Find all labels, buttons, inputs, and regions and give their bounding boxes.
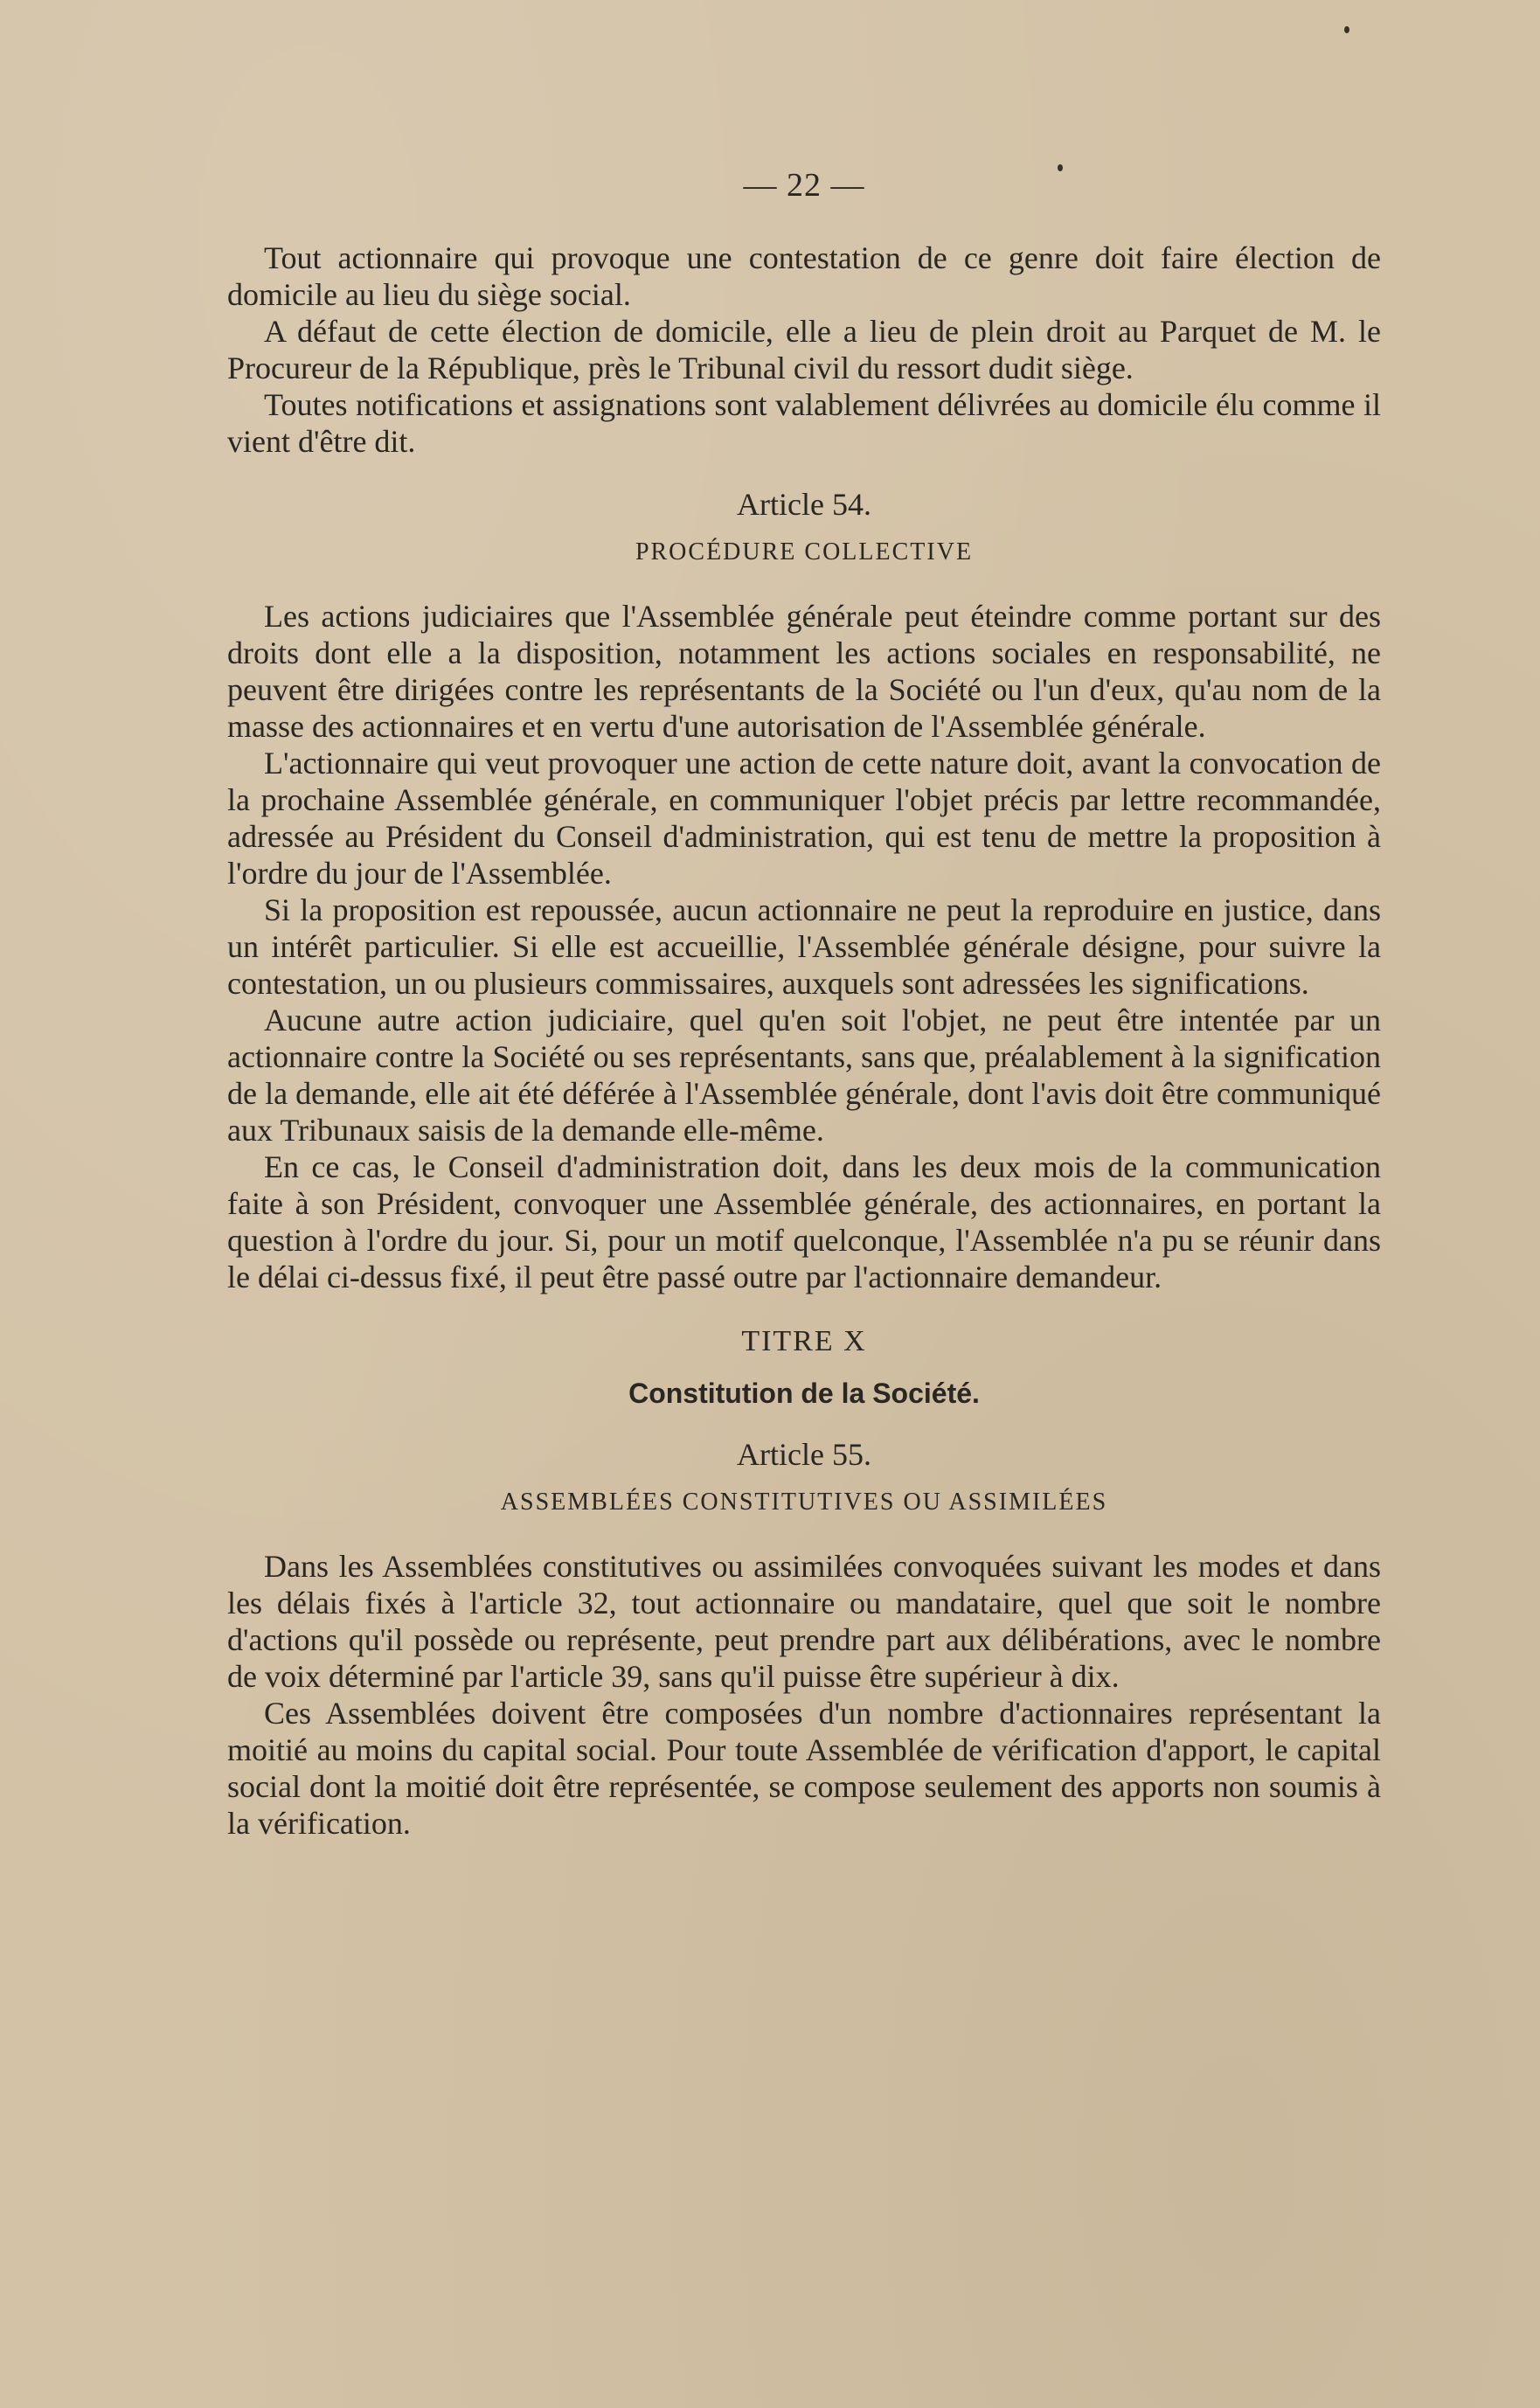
paragraph: Aucune autre action judiciaire, quel qu'en soit l'objet, ne peut être intentée par un actionnaire contre la Société ou ses représentants, sans que, préalablement à la signification de la demande, elle ait été déférée à l'Assemblée générale, dont l'avis doit être communiqué aux Tribunaux saisis de la demande elle-même. (227, 1003, 1381, 1148)
paragraph: L'actionnaire qui veut provoquer une action de cette nature doit, avant la convocation de la prochaine Assemblée générale, en communiquer l'objet précis par lettre recommandée, adressée au Président du Conseil d'administration, qui est tenu de mettre la proposition à l'ordre du jour de l'Assemblée. (227, 746, 1381, 891)
article-55-section (227, 1436, 1381, 1842)
article-54-section (227, 486, 1381, 1295)
paragraph: En ce cas, le Conseil d'administration doit, dans les deux mois de la communication faite à son Président, convoquer une Assemblée générale, des actionnaires, en portant la question à l'ordre du jour. Si, pour un motif quelconque, l'Assemblée n'a pu se réunir dans le délai ci-dessus fixé, il peut être passé outre par l'actionnaire demandeur. (227, 1149, 1381, 1294)
paragraph: Les actions judiciaires que l'Assemblée générale peut éteindre comme portant sur des droits dont elle a la disposition, notamment les actions sociales en responsabilité, ne peuvent être dirigées contre les représentants de la Société ou l'un d'eux, qu'au nom de la masse des actionnaires et en vertu d'une autorisation de l'Assemblée générale. (227, 599, 1381, 744)
article-55-subtitle: ASSEMBLÉES CONSTITUTIVES OU ASSIMILÉES (500, 1489, 1108, 1516)
document-page (227, 166, 1381, 1842)
paragraph: Ces Assemblées doivent être composées d'un nombre d'actionnaires représentant la moitié au moins du capital social. Pour toute Assemblée de vérification d'apport, le capital social dont la moitié doit être représentée, se compose seulement des apports non soumis à la vérification. (227, 1696, 1381, 1841)
intro-section (227, 239, 1381, 460)
titre-heading: TITRE X (741, 1325, 867, 1357)
titre-x-section (227, 1325, 1381, 1410)
article-55-title: Article 55. (737, 1437, 871, 1472)
article-54-title: Article 54. (737, 487, 871, 522)
paragraph: Si la proposition est repoussée, aucun actionnaire ne peut la reproduire en justice, dans un intérêt particulier. Si elle est accueillie, l'Assemblée générale désigne, pour suivre la contestation, un ou plusieurs commissaires, auxquels sont adressées les significations. (227, 892, 1381, 1001)
paragraph: Tout actionnaire qui provoque une contestation de ce genre doit faire élection de domicile au lieu du siège social. (227, 240, 1381, 312)
article-54-subtitle: PROCÉDURE COLLECTIVE (635, 538, 974, 566)
page-number: — 22 — (743, 167, 865, 204)
paragraph: Dans les Assemblées constitutives ou assimilées convoquées suivant les modes et dans les délais fixés à l'article 32, tout actionnaire ou mandataire, quel que soit le nombre d'actions qu'il possède ou représente, peut prendre part aux délibérations, avec le nombre de voix déterminé par l'article 39, sans qu'il puisse être supérieur à dix. (227, 1549, 1381, 1694)
titre-subtitle: Constitution de la Société. (628, 1377, 980, 1409)
paragraph: A défaut de cette élection de domicile, elle a lieu de plein droit au Parquet de M. le Procureur de la République, près le Tribunal civil du ressort dudit siège. (227, 314, 1381, 385)
ink-speck (1344, 26, 1349, 33)
paragraph: Toutes notifications et assignations sont valablement délivrées au domicile élu comme il vient d'être dit. (227, 387, 1381, 459)
